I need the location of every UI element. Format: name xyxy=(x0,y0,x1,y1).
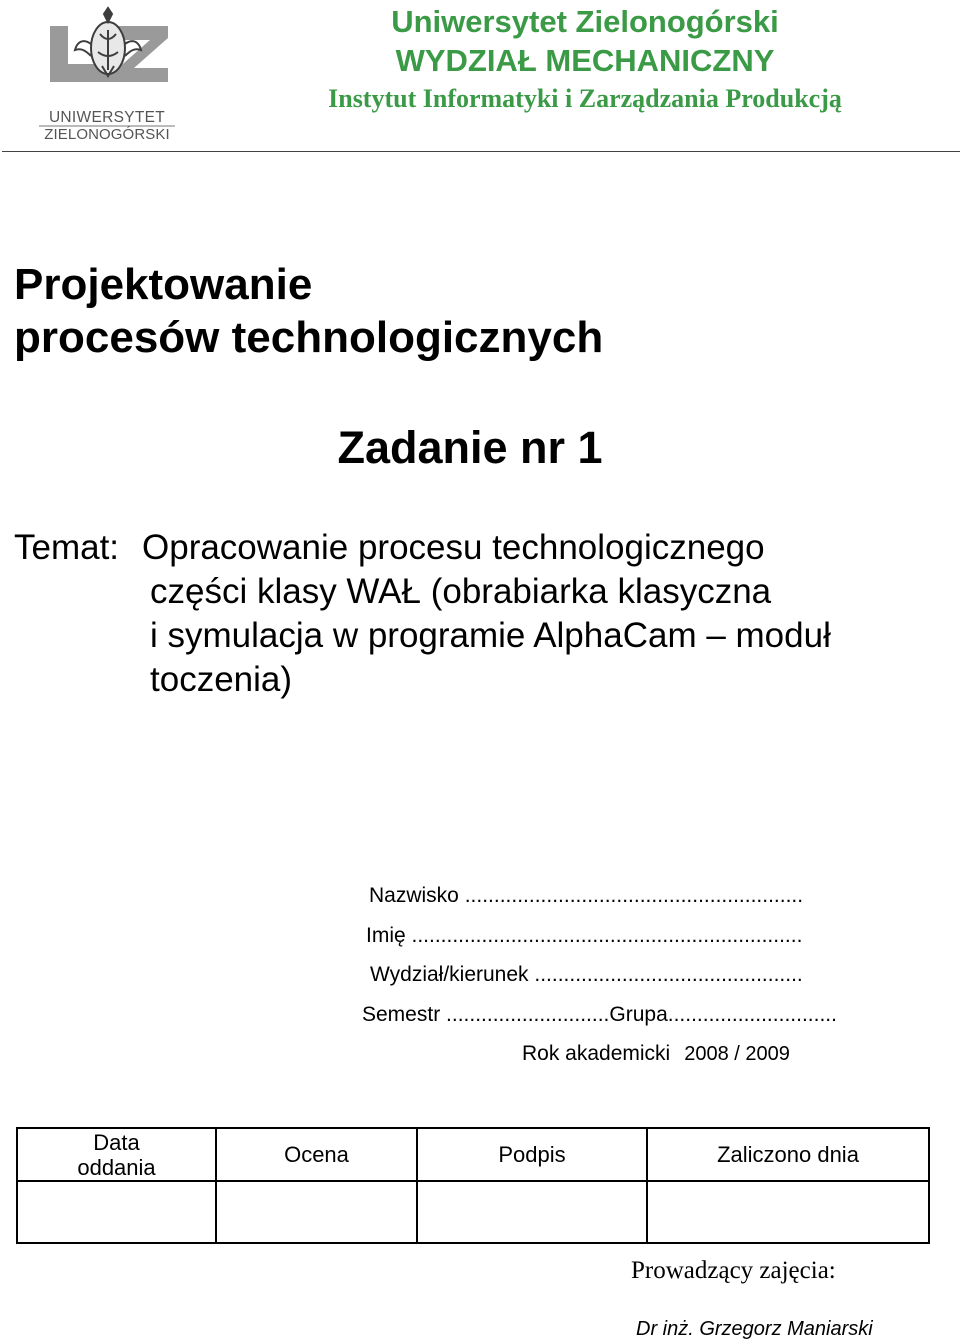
table-row xyxy=(17,1181,929,1243)
header-data-line-2: oddania xyxy=(77,1154,156,1180)
header-zaliczono-dnia: Zaliczono dnia xyxy=(647,1128,929,1181)
logo-text-1: UNIWERSYTET xyxy=(48,109,166,126)
university-name: Uniwersytet Zielonogórski xyxy=(391,4,779,39)
institute-name: Instytut Informatyki i Zarządzania Produkcją xyxy=(328,84,842,113)
logo-text-2: ZIELONOGÓRSKI xyxy=(44,126,170,143)
header-ocena: Ocena xyxy=(216,1128,417,1181)
course-title xyxy=(14,258,603,364)
field-wydzial: Wydział/kierunek .............................................. xyxy=(370,963,803,986)
teacher-name: Dr inż. Grzegorz Maniarski xyxy=(636,1318,873,1340)
topic-line-1: Opracowanie procesu technologicznego xyxy=(142,528,765,567)
header-data-oddania xyxy=(17,1128,216,1181)
topic-line-2: części klasy WAŁ (obrabiarka klasyczna xyxy=(150,572,772,611)
rok-label: Rok akademicki xyxy=(522,1042,671,1065)
field-nazwisko: Nazwisko .......................................................... xyxy=(369,884,804,907)
task-title: Zadanie nr 1 xyxy=(337,422,603,473)
topic-line-3: i symulacja w programie AlphaCam – moduł xyxy=(150,616,831,655)
university-logo xyxy=(36,4,178,144)
course-title-line-2: procesów technologicznych xyxy=(14,313,604,362)
cell-zaliczono-dnia xyxy=(647,1181,929,1243)
prowadzacy-label: Prowadzący zajęcia: xyxy=(631,1257,836,1284)
header-data-line-1: Data xyxy=(93,1129,140,1155)
cell-podpis xyxy=(417,1181,647,1243)
rok-value: 2008 / 2009 xyxy=(684,1043,790,1065)
course-title-line-1: Projektowanie xyxy=(14,260,313,309)
topic-line-4: toczenia) xyxy=(150,660,293,699)
header-divider xyxy=(2,151,960,152)
grades-table xyxy=(16,1127,930,1244)
topic-label: Temat: xyxy=(14,528,120,567)
field-imie: Imię ................................................................... xyxy=(366,924,803,947)
table-header-row xyxy=(17,1128,929,1181)
field-rok-akademicki xyxy=(522,1042,790,1066)
cell-ocena xyxy=(216,1181,417,1243)
topic-text xyxy=(142,526,940,702)
cell-data-oddania xyxy=(17,1181,216,1243)
field-semestr-grupa: Semestr ............................Grupa............................. xyxy=(362,1003,837,1026)
header-podpis: Podpis xyxy=(417,1128,647,1181)
faculty-name: WYDZIAŁ MECHANICZNY xyxy=(395,43,775,78)
